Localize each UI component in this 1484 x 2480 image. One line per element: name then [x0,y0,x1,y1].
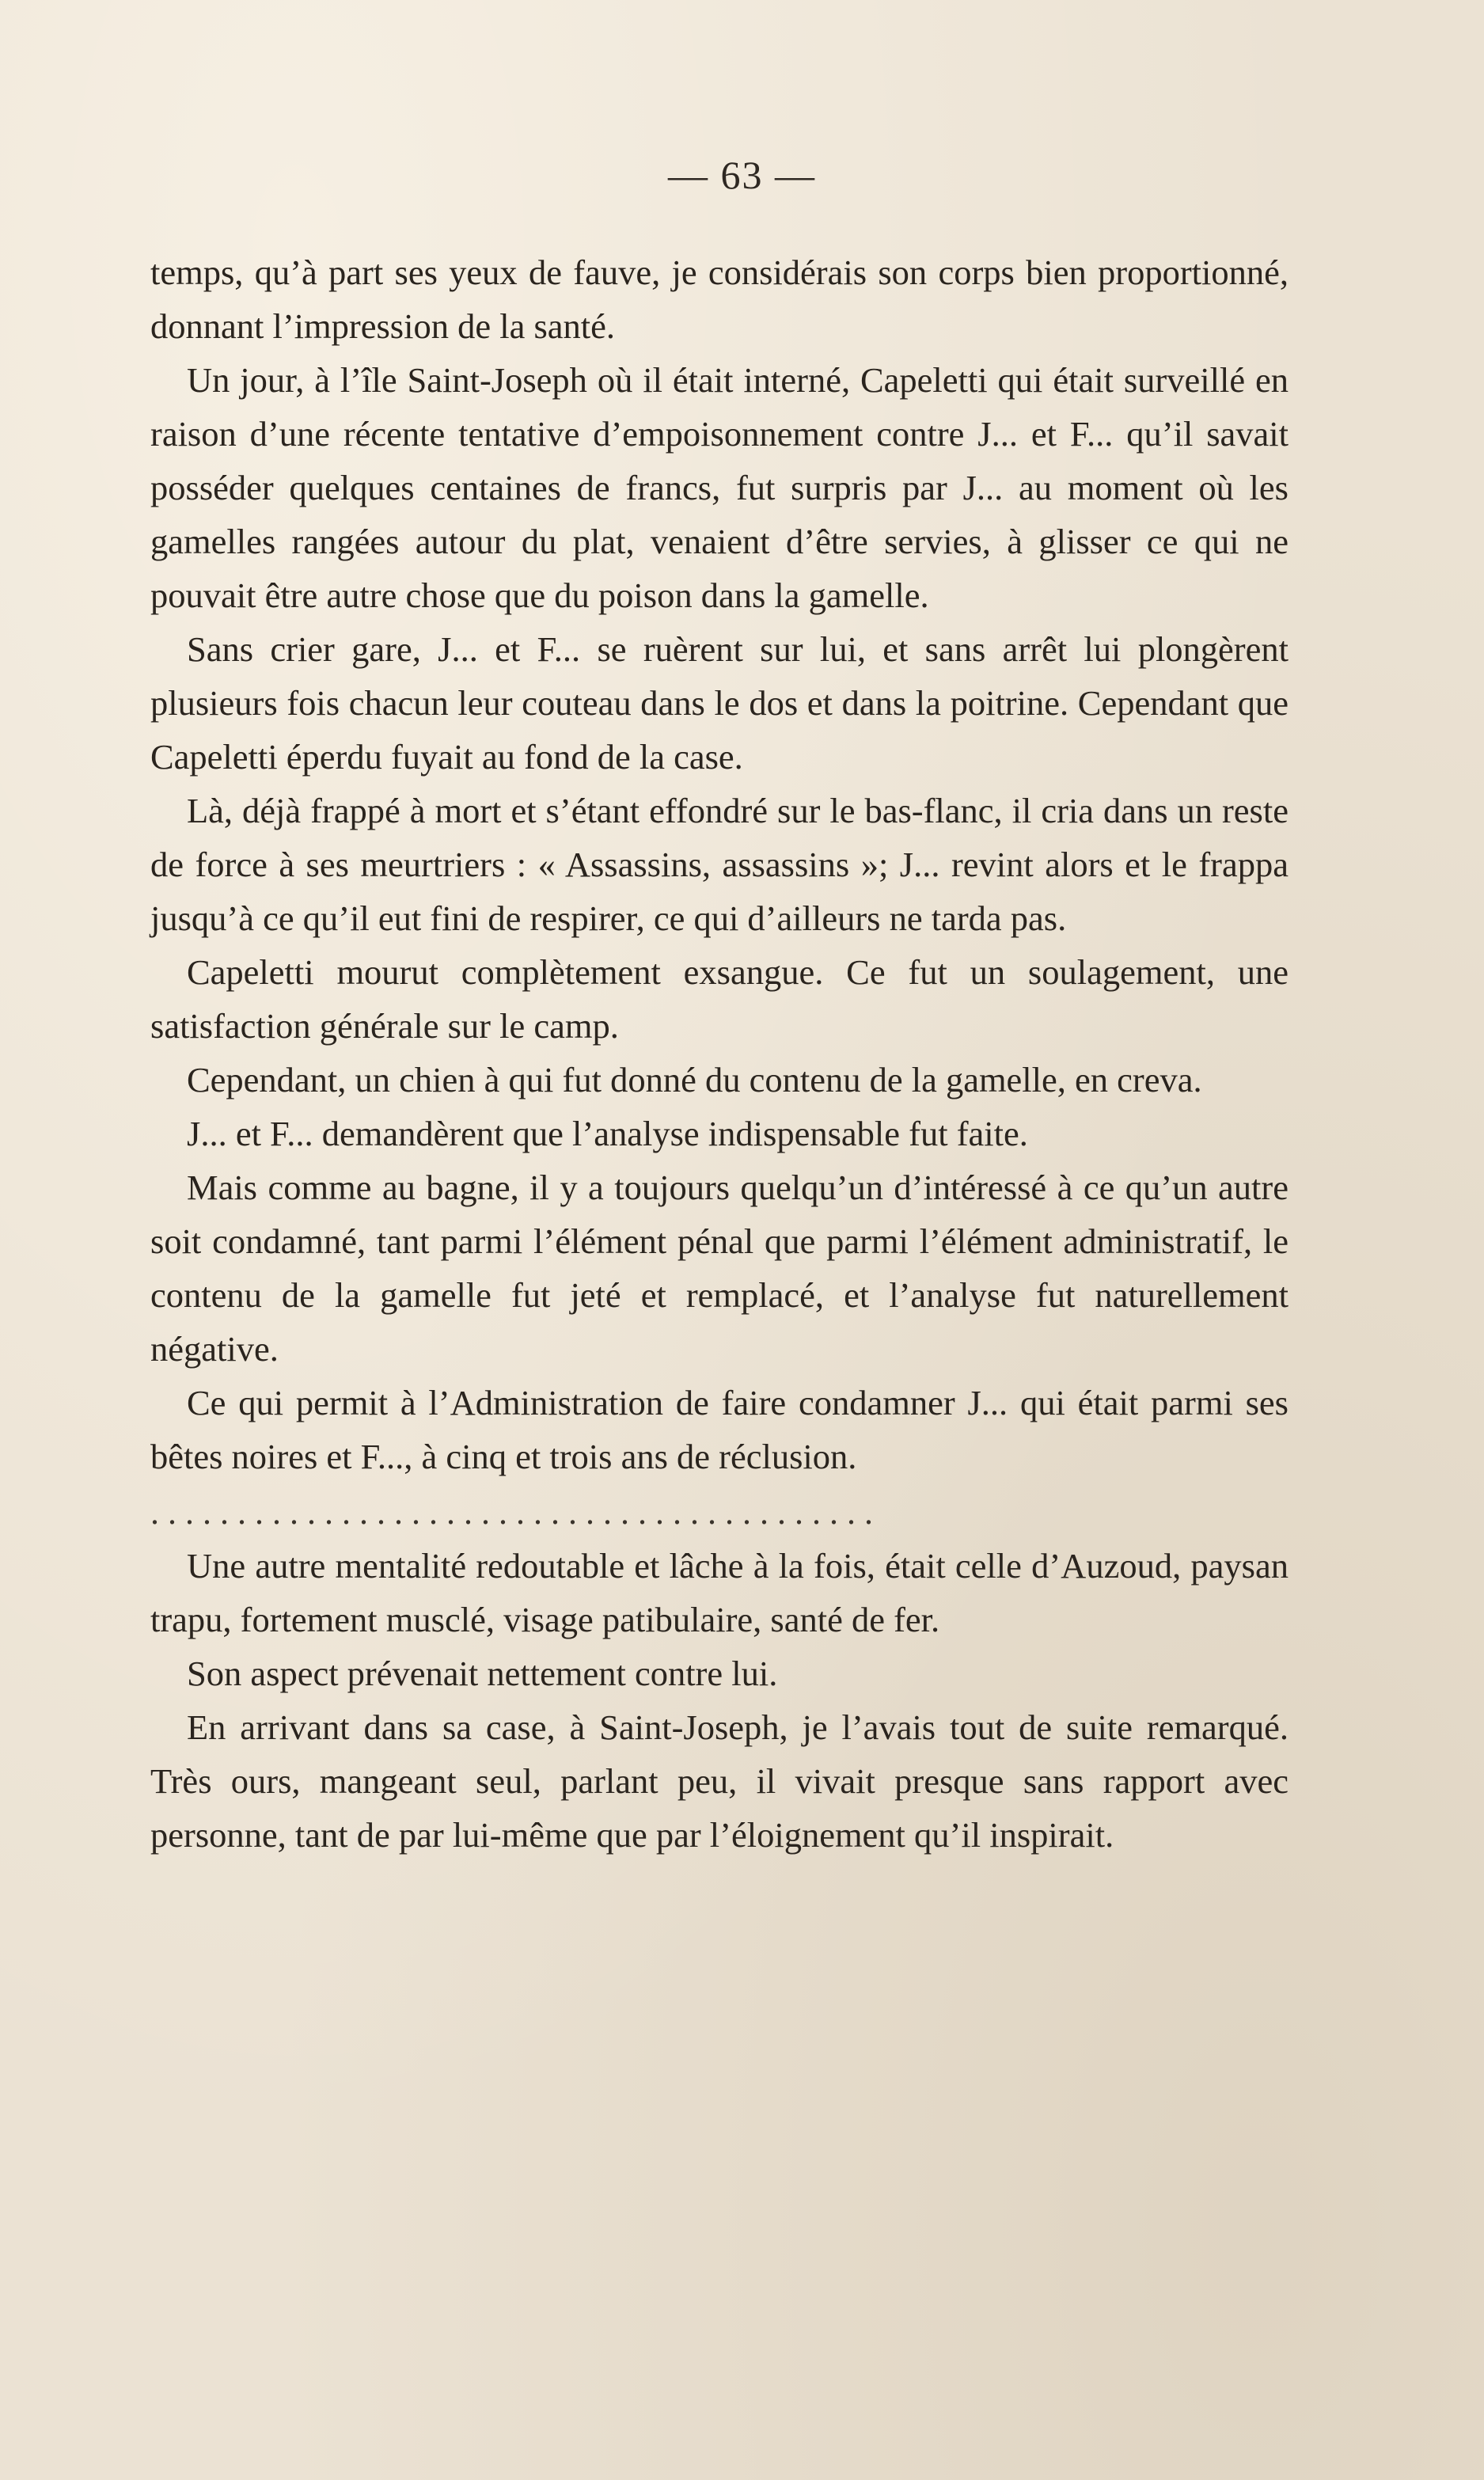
paragraph-4: Là, déjà frappé à mort et s’étant effondré sur le bas-flanc, il cria dans un reste de force à ses meurtriers : « Assassins, assassins »; J... revint alors et le frappa jusqu’à ce qu’il eut fini de respirer, ce qui d’ailleurs ne tarda pas. [150,791,1289,938]
paragraph-11: Son aspect prévenait nettement contre lui. [187,1654,778,1693]
paragraph-1: temps, qu’à part ses yeux de fauve, je considérais son corps bien proportionné, donnant l’impression de la santé. [150,253,1289,346]
paragraph-10: Une autre mentalité redoutable et lâche à la fois, était celle d’Auzoud, paysan trapu, fortement musclé, visage patibulaire, santé de fer. [150,1546,1289,1639]
paragraph-3: Sans crier gare, J... et F... se ruèrent sur lui, et sans arrêt lui plongèrent plusieurs fois chacun leur couteau dans le dos et dans la poitrine. Cependant que Capeletti éperdu fuyait au fond de la case. [150,629,1289,777]
second-section [150,1539,1289,1862]
paragraph-6: Cependant, un chien à qui fut donné du contenu de la gamelle, en creva. [187,1060,1202,1099]
paragraph-8: Mais comme au bagne, il y a toujours quelqu’un d’intéressé à ce qu’un autre soit condamné, tant parmi l’élément pénal que parmi l’élément administratif, le contenu de la gamelle fut jeté et remplacé, et l’analyse fut naturellement négative. [150,1168,1289,1369]
paragraph-9: Ce qui permit à l’Administration de faire condamner J... qui était parmi ses bêtes noires et F..., à cinq et trois ans de réclusion. [150,1383,1289,1476]
paragraph-5: Capeletti mourut complètement exsangue. Ce fut un soulagement, une satisfaction générale sur le camp. [150,952,1289,1046]
section-separator: . . . . . . . . . . . . . . . . . . . . . . . . . . . . . . . . . . . . . . . . . . [150,1493,873,1532]
paragraph-12: En arrivant dans sa case, à Saint-Joseph, je l’avais tout de suite remarqué. Très ours, mangeant seul, parlant peu, il vivait presque sans rapport avec personne, tant de par lui-même que par l’éloignement qu’il inspirait. [150,1707,1289,1855]
paragraph-7: J... et F... demandèrent que l’analyse indispensable fut faite. [187,1114,1028,1153]
page-body [150,245,1289,1862]
paragraph-2: Un jour, à l’île Saint-Joseph où il était interné, Capeletti qui était surveillé en raison d’une récente tentative d’empoisonnement contre J... et F... qu’il savait posséder quelques centaines de francs, fut surpris par J... au moment où les gamelles rangées autour du plat, venaient d’être servies, à glisser ce qui ne pouvait être autre chose que du poison dans la gamelle. [150,360,1289,615]
page-number: — 63 — [668,153,816,197]
